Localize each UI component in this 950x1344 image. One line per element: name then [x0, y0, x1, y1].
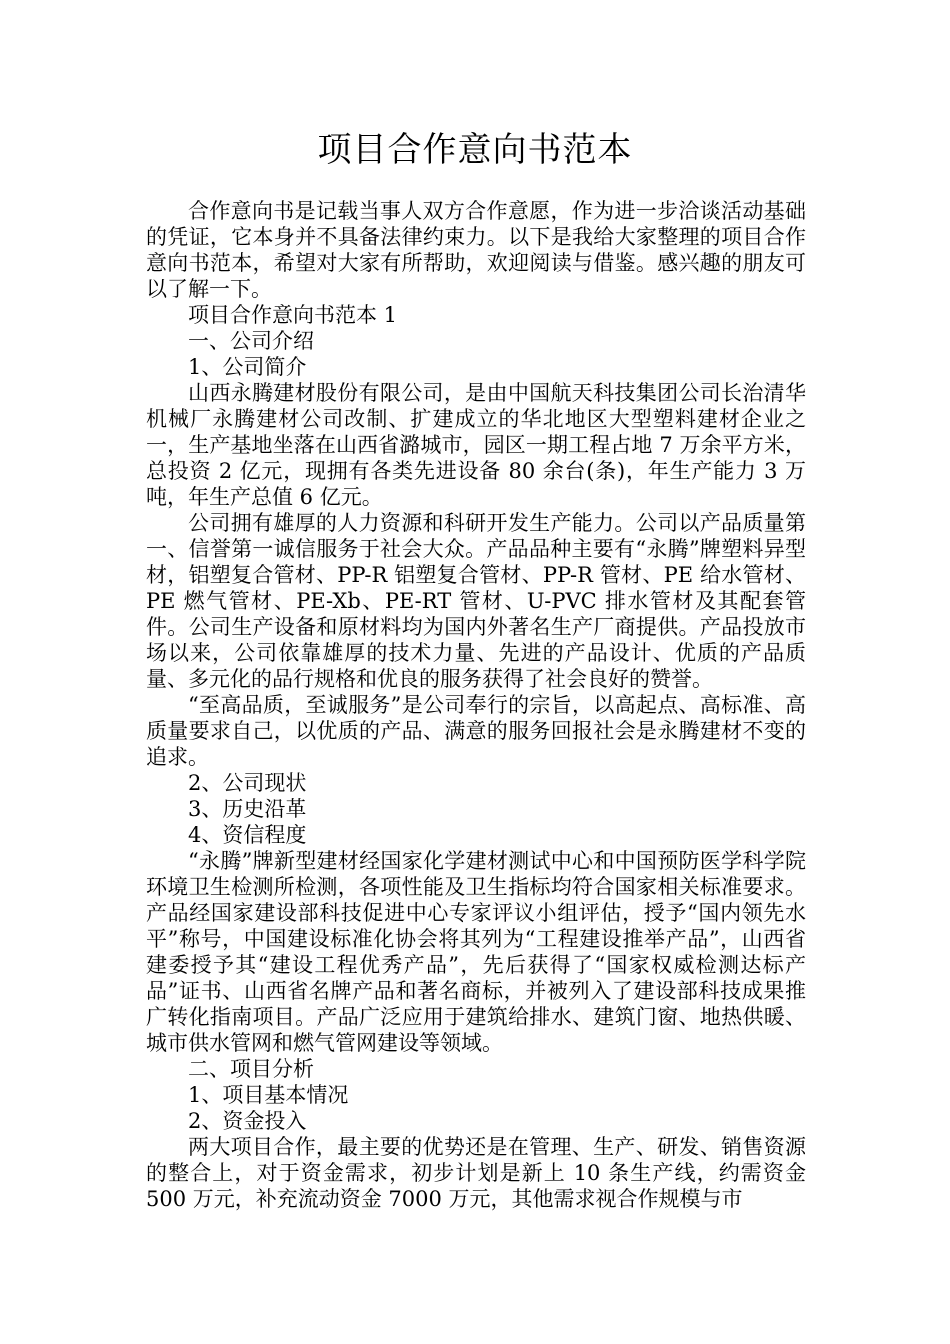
section-heading-analysis: 二、项目分析: [188, 1057, 314, 1081]
document-body: [146, 198, 806, 1212]
body-paragraph: 公司拥有雄厚的人力资源和科研开发生产能力。公司以产品质量第一、信誉第一诚信服务于社会大众。产品品种主要有“永腾”牌塑料异型材，铝塑复合管材、PP-R 铝塑复合管材、PP-R 管材、PE 给水管材、PE 燃气管材、PE-Xb、PE-RT 管材、U-PVC 排水管材及其配套管件。公司生产设备和原材料均为国内外著名生产厂商提供。产品投放市场以来，公司依靠雄厚的技术力量、先进的产品设计、优质的产品质量、多元化的品行规格和优良的服务获得了社会良好的赞誉。: [146, 511, 806, 691]
document-title: 项目合作意向书范本: [317, 130, 633, 170]
body-paragraph: “至高品质，至诚服务”是公司奉行的宗旨，以高起点、高标准、高质量要求自己，以优质的产品、满意的服务回报社会是永腾建材不变的追求。: [146, 693, 806, 769]
section-heading-company: 一、公司介绍: [188, 329, 314, 353]
body-paragraph: “永腾”牌新型建材经国家化学建材测试中心和中国预防医学科学院环境卫生检测所检测，各项性能及卫生指标均符合国家相关标准要求。产品经国家建设部科技促进中心专家评议小组评估，授予“国内领先水平”称号，中国建设标准化协会将其列为“工程建设推举产品”，山西省建委授予其“建设工程优秀产品”，先后获得了“国家权威检测达标产品”证书、山西省名牌产品和著名商标，并被列入了建设部科技成果推广转化指南项目。产品广泛应用于建筑给排水、建筑门窗、地热供暖、城市供水管网和燃气管网建设等领域。: [146, 849, 806, 1055]
body-paragraph: 山西永腾建材股份有限公司，是由中国航天科技集团公司长治清华机械厂永腾建材公司改制、扩建成立的华北地区大型塑料建材企业之一，生产基地坐落在山西省潞城市，园区一期工程占地 7 万余平方米，总投资 2 亿元，现拥有各类先进设备 80 余台(条)，年生产能力 3 万吨，年生产总值 6 亿元。: [146, 381, 806, 509]
subsection-heading: 3、历史沿革: [188, 797, 307, 821]
section-sample-heading: 项目合作意向书范本 1: [188, 303, 398, 327]
subsection-heading: 2、资金投入: [188, 1109, 307, 1133]
subsection-heading: 1、项目基本情况: [188, 1083, 349, 1107]
body-paragraph: 两大项目合作，最主要的优势还是在管理、生产、研发、销售资源的整合上，对于资金需求，初步计划是新上 10 条生产线，约需资金 500 万元，补充流动资金 7000 万元，其他需求视合作规模与市: [146, 1135, 806, 1211]
subsection-heading: 1、公司简介: [188, 355, 307, 379]
intro-paragraph: 合作意向书是记载当事人双方合作意愿，作为进一步洽谈活动基础的凭证，它本身并不具备法律约束力。以下是我给大家整理的项目合作意向书范本，希望对大家有所帮助，欢迎阅读与借鉴。感兴趣的朋友可以了解一下。: [146, 199, 806, 301]
subsection-heading: 4、资信程度: [188, 823, 307, 847]
subsection-heading: 2、公司现状: [188, 771, 307, 795]
